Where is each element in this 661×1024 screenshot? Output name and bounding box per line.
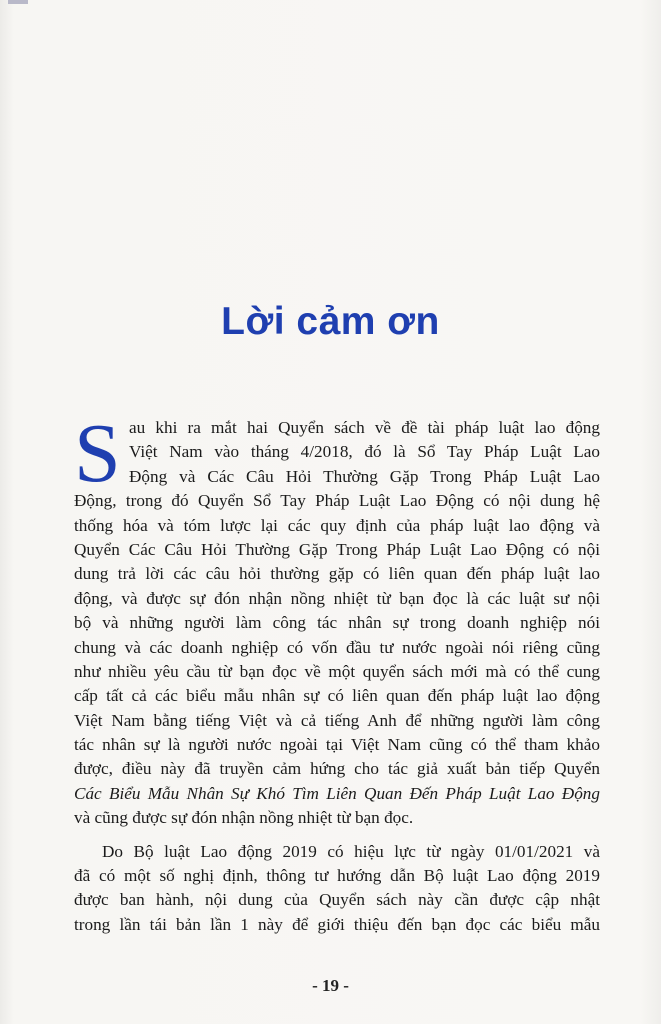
text-line: được, điều này đã truyền cảm hứng cho tác giả xuất bản tiếp Quyển	[74, 759, 600, 779]
text-line: chung và các doanh nghiệp có vốn đầu tư nước ngoài nói riêng cũng	[74, 637, 600, 657]
text-line: đã có một số nghị định, thông tư hướng dẫn Bộ luật Lao động 2019	[74, 866, 600, 886]
text-line: Động, trong đó Quyển Sổ Tay Pháp Luật Lao Động có nội dung hệ	[74, 491, 600, 511]
scan-mark	[8, 0, 28, 4]
page-number: - 19 -	[312, 976, 349, 995]
text-line: tác nhân sự là người nước ngoài tại Việt Nam cũng có thể tham khảo	[74, 735, 600, 755]
text-line: Các Biểu Mẫu Nhân Sự Khó Tìm Liên Quan Đến Pháp Luật Lao Động	[74, 783, 600, 803]
paragraph-2	[74, 840, 600, 938]
text-line: và cũng được sự đón nhận nồng nhiệt từ bạn đọc.	[74, 808, 414, 828]
text-line: Quyển Các Câu Hỏi Thường Gặp Trong Pháp Luật Lao Động có nội	[74, 539, 600, 559]
text-line: cấp tất cả các biểu mẫu nhân sự có liên quan đến pháp luật lao động	[74, 686, 600, 706]
text-line: dung trả lời các câu hỏi thường gặp có liên quan đến pháp luật lao	[74, 564, 600, 584]
text-line: bộ và những người làm công tác nhân sự trong doanh nghiệp nói	[74, 613, 600, 633]
drop-cap-letter: S	[74, 407, 121, 500]
text-line: Động và Các Câu Hỏi Thường Gặp Trong Pháp Luật Lao	[129, 466, 600, 486]
text-line: trong lần tái bản lần 1 này để giới thiệu đến bạn đọc các biểu mẫu	[74, 914, 600, 934]
page-title: Lời cảm ơn	[221, 300, 440, 343]
text-line: Việt Nam bằng tiếng Việt và cả tiếng Anh để những người làm công	[74, 710, 600, 730]
text-line: Do Bộ luật Lao động 2019 có hiệu lực từ ngày 01/01/2021 và	[102, 841, 600, 861]
body-text	[74, 407, 600, 937]
text-line: thống hóa và tóm lược lại các quy định của pháp luật lao động và	[74, 515, 600, 535]
paragraph-1	[74, 407, 600, 831]
text-line: được ban hành, nội dung của Quyển sách này cần được cập nhật	[74, 890, 600, 910]
text-line: động, và được sự đón nhận nồng nhiệt từ bạn đọc là các luật sư nội	[74, 588, 600, 608]
text-line: như nhiều yêu cầu từ bạn đọc về một quyển sách mới mà có thể cung	[74, 661, 600, 681]
text-line: au khi ra mắt hai Quyển sách về đề tài pháp luật lao động	[129, 418, 600, 437]
text-line: Việt Nam vào tháng 4/2018, đó là Sổ Tay Pháp Luật Lao	[129, 442, 600, 462]
